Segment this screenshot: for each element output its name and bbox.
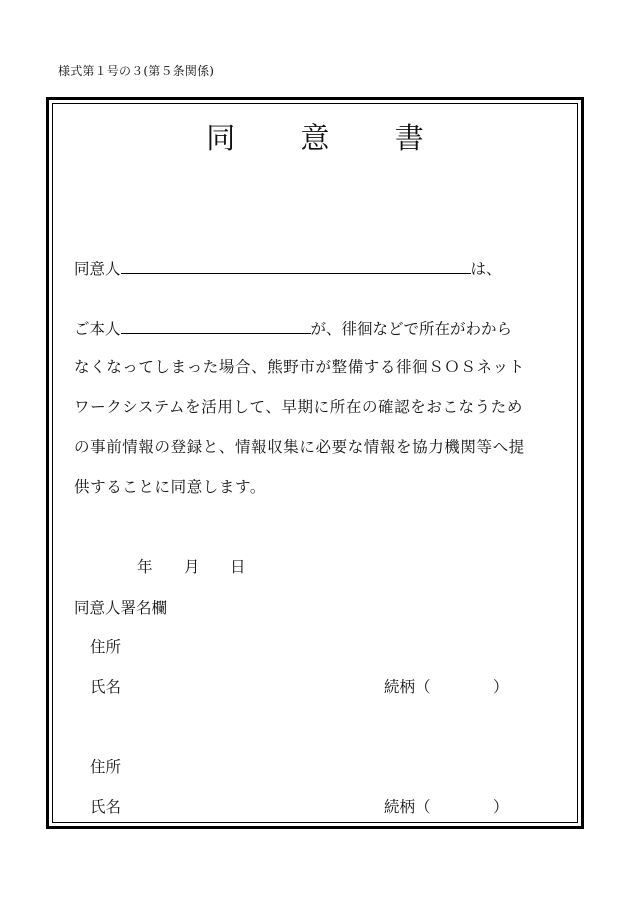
consent-person-suffix: は、 bbox=[470, 260, 502, 278]
body-line: なくなってしまった場合、熊野市が整備する徘徊ＳＯＳネット bbox=[74, 358, 525, 376]
frame-inner-border bbox=[52, 103, 578, 823]
subject-suffix: が、徘徊などで所在がわから bbox=[310, 320, 513, 338]
relation-label: 続柄（ bbox=[384, 678, 431, 696]
body-line: ワークシステムを活用して、早期に所在の確認をおこなうため bbox=[74, 398, 523, 416]
relation-close: ） bbox=[493, 678, 509, 696]
consent-person-blank[interactable] bbox=[121, 259, 471, 274]
subject-name-blank[interactable] bbox=[121, 319, 311, 334]
name-label: 氏名 bbox=[90, 798, 122, 816]
subject-line bbox=[74, 317, 512, 339]
date-month-label: 月 bbox=[184, 558, 200, 576]
name-label: 氏名 bbox=[90, 678, 122, 696]
body-line: の事前情報の登録と、情報収集に必要な情報を協力機関等へ提 bbox=[74, 438, 525, 456]
signature-heading: 同意人署名欄 bbox=[74, 599, 168, 617]
subject-label: ご本人 bbox=[74, 320, 121, 338]
document-frame bbox=[46, 97, 584, 829]
relation-close: ） bbox=[493, 798, 509, 816]
relation-label: 続柄（ bbox=[384, 798, 431, 816]
consent-person-label: 同意人 bbox=[74, 260, 121, 278]
date-day-label: 日 bbox=[230, 558, 246, 576]
consent-person-line bbox=[74, 257, 502, 279]
address-label: 住所 bbox=[90, 758, 122, 776]
address-label: 住所 bbox=[90, 638, 122, 656]
date-year-label: 年 bbox=[137, 558, 153, 576]
form-number: 様式第１号の３(第５条関係) bbox=[58, 64, 215, 78]
body-line: 供することに同意します。 bbox=[74, 478, 266, 496]
document-title: 同 意 書 bbox=[206, 121, 452, 155]
